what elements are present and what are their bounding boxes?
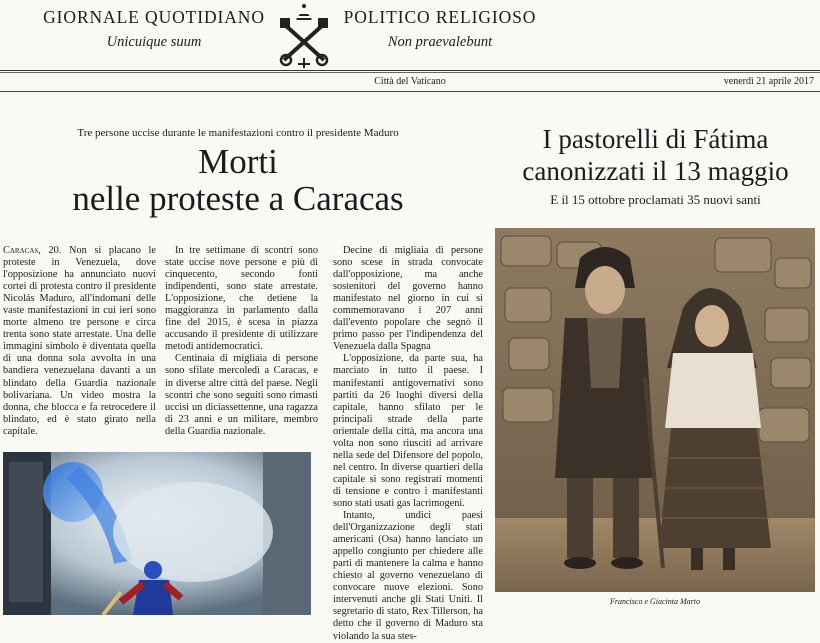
article-column-1 xyxy=(3,245,156,438)
article-paragraph: Centinaia di migliaia di persone sono sfilate mercoledì a Caracas, e in diverse altre città del paese. Negli scontri che sono seguiti sono rimasti uccisi un diciassettenne, una ragazza di 23 anni e un militare, membro della Guardia nazionale. xyxy=(165,353,318,437)
story-headline-line1: Morti xyxy=(198,142,278,181)
article-paragraph: Intanto, undici paesi dell'Organizzazione degli stati americani (Osa) hanno lanciato un appello congiunto per chiedere alle parti di mantenere la calma e hanno chiesto al governo venezuelano di convocare nuove elezioni. Sono intervenuti anche gli Stati Uniti. Il segretario di stato, Rex Tillerson, ha detto che il governo di Maduro sta violando la sua stes- xyxy=(333,510,483,642)
shepherd-children-photo xyxy=(495,228,815,592)
article-paragraph xyxy=(3,245,156,438)
masthead-right-title: POLITICO RELIGIOSO xyxy=(343,7,537,27)
article-column-2 xyxy=(165,245,318,438)
masthead-right-motto: Non praevalebunt xyxy=(387,34,493,50)
article-paragraph: L'opposizione, da parte sua, ha marciato in tutto il paese. I manifestanti antigovernativi sono partiti da 26 luoghi diversi della capitale, hanno sfilato per le principali strade della parte orientale della città, ma ancora una volta non sono riusciti ad arrivare nella sede del Difensore del popolo, nel centro. In diverse quartieri della capitale si sono registrati momenti di tensione e contro i manifestanti sono stati usati gas lacrimogeni. xyxy=(333,353,483,509)
story-headline xyxy=(0,143,476,217)
photo-caption: Francisco e Giacinta Marto xyxy=(610,597,700,606)
masthead-left-motto: Unicuique suum xyxy=(106,34,202,50)
masthead-left-title: GIORNALE QUOTIDIANO xyxy=(43,7,265,27)
story-kicker: Tre persone uccise durante le manifestazioni contro il presidente Maduro xyxy=(77,127,399,139)
fatima-subhead: E il 15 ottobre proclamati 35 nuovi santi xyxy=(550,192,761,207)
article-text: Non si placano le proteste in Venezuela, dove l'opposizione ha annunciato nuovi cortei di protesta contro il presidente Nicolás Maduro, all'indomani delle vaste manifestazioni in cui ieri sono morte almeno tre persone e circa trenta sono state arrestate. Una delle immagini simbolo è diventata quella di una donna sola avvolta in una bandiera venezuelana davanti a un blindato della Guardia nazionale bolivariana. Un video mostra la donna, che blocca e fa retrocedere il blindato, ed è stato girato nella capitale. xyxy=(3,245,156,437)
article-paragraph: Decine di migliaia di persone sono scese in strada convocate dall'opposizione, ma anche sostenitori del governo hanno manifestato nel giorno in cui si commemoravano i 207 anni dall'evento popolare che segnò il primo passo per l'indipendenza del Venezuela dalla Spagna xyxy=(333,245,483,353)
masthead-right xyxy=(342,8,538,51)
fatima-headline xyxy=(498,123,813,187)
papal-coat-of-arms-icon xyxy=(276,2,332,68)
dateline-date: venerdì 21 aprile 2017 xyxy=(723,76,814,87)
article-paragraph: In tre settimane di scontri sono state uccise nove persone e più di cinquecento, secondo fonti indipendenti, sono state arrestate. L'opposizione, che detiene la maggioranza in parlamento dalla fine del 2015, è scesa in piazza accusando il presidente di utilizzare metodi antidemocratici. xyxy=(165,245,318,353)
masthead-rule xyxy=(0,70,820,71)
masthead-rule-thin xyxy=(0,72,820,73)
fatima-headline-line2: canonizzati il 13 maggio xyxy=(522,156,789,186)
article-column-3 xyxy=(333,245,483,643)
dateline-city: Città del Vaticano xyxy=(374,76,446,87)
dateline-rule xyxy=(0,91,820,92)
protest-photo xyxy=(3,452,311,615)
fatima-headline-line1: I pastorelli di Fátima xyxy=(542,124,769,154)
dateline-lead: Caracas, 20. xyxy=(3,245,62,256)
story-headline-line2: nelle proteste a Caracas xyxy=(72,179,404,218)
masthead-left xyxy=(40,8,268,51)
